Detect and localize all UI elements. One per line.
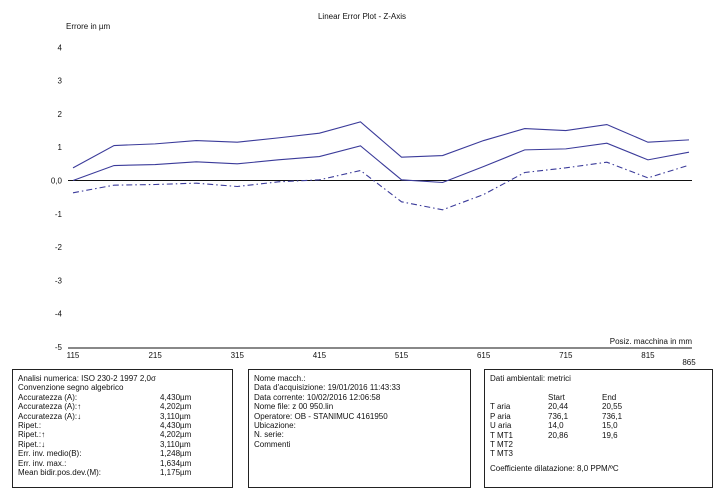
y-tick-label: -2 <box>54 243 62 253</box>
environment-row <box>490 402 662 411</box>
y-tick-label: 4 <box>57 43 62 53</box>
x-tick-label: 115 <box>66 351 80 360</box>
environment-cell <box>602 449 662 458</box>
environment-cell: 15,0 <box>602 421 618 431</box>
analysis-row <box>18 412 227 421</box>
x-tick-label: 515 <box>394 351 409 360</box>
analysis-label: Ripet.:↑ <box>18 430 46 440</box>
x-tick-label: 315 <box>230 351 244 360</box>
analysis-value: 1,175µm <box>160 468 192 478</box>
environment-cell: 20,86 <box>548 430 569 440</box>
x-tick-label: 815 <box>641 351 655 360</box>
environment-cell <box>490 393 548 402</box>
analysis-label: Accuratezza (A):↑ <box>18 402 82 412</box>
analysis-row <box>18 402 227 411</box>
environment-cell <box>548 449 602 458</box>
environment-cell: 19,6 <box>602 430 618 440</box>
environment-cell <box>548 440 602 449</box>
dilatation-coefficient: Coefficiente dilatazione: 8,0 PPM/ºC <box>490 464 619 473</box>
analysis-row <box>18 421 227 430</box>
analysis-row <box>18 468 227 477</box>
environment-cell: P aria <box>490 411 511 421</box>
environment-cell: 20,44 <box>548 402 569 412</box>
environment-cell: End <box>602 393 617 402</box>
environment-panel <box>484 369 713 488</box>
analysis-row <box>18 440 227 449</box>
environment-cell: T MT2 <box>490 440 513 450</box>
x-axis-label: Posiz. macchina in mm <box>609 337 692 346</box>
y-tick-label: 2 <box>57 109 62 119</box>
environment-title: Dati ambientali: metrici <box>490 374 571 383</box>
environment-cell: T MT1 <box>490 430 513 440</box>
environment-cell <box>602 440 662 449</box>
y-tick-label: -5 <box>54 343 62 352</box>
analysis-label: Analisi numerica: ISO 230-2 1997 2,0σ <box>18 374 156 383</box>
analysis-label: Convenzione segno algebrico <box>18 383 124 393</box>
analysis-label: Ripet.: <box>18 421 42 431</box>
y-axis-label: Errore in µm <box>66 22 111 31</box>
analysis-label: Err. inv. max.: <box>18 458 67 468</box>
analysis-label: Ripet.:↓ <box>18 439 46 449</box>
environment-header-row <box>490 393 662 402</box>
analysis-value: 4,430µm <box>160 421 192 431</box>
analysis-value: 1,248µm <box>160 449 192 459</box>
y-tick-label: -4 <box>54 309 62 319</box>
analysis-value: 4,202µm <box>160 430 192 440</box>
analysis-value: 4,202µm <box>160 402 192 412</box>
environment-cell: U aria <box>490 421 512 431</box>
series-line-3 <box>73 162 689 210</box>
x-tick-label: 615 <box>476 351 491 360</box>
analysis-row <box>18 459 227 468</box>
analysis-value: 4,430µm <box>160 392 192 402</box>
analysis-row <box>18 374 227 383</box>
x-tick-label: 415 <box>312 351 327 360</box>
environment-cell: 20,55 <box>602 402 623 412</box>
analysis-label: Mean bidir.pos.dev.(M): <box>18 468 101 478</box>
y-tick-label: -1 <box>54 209 62 219</box>
environment-table <box>490 393 662 459</box>
machine-info-line: Ubicazione: <box>254 421 296 431</box>
machine-info-line: Nome macch.: <box>254 374 306 383</box>
environment-cell: 14,0 <box>548 421 564 431</box>
y-tick-label: 1 <box>57 143 62 153</box>
x-tick-label: 215 <box>148 351 162 360</box>
analysis-label: Accuratezza (A): <box>18 392 78 402</box>
chart-title: Linear Error Plot - Z-Axis <box>317 12 407 21</box>
environment-row <box>490 431 662 440</box>
environment-row <box>490 412 662 421</box>
machine-info-line: Data corrente: 10/02/2016 12:06:58 <box>254 392 381 402</box>
y-tick-label: 0,0 <box>50 176 62 186</box>
x-tick-label: 715 <box>559 351 573 360</box>
environment-cell: 736,1 <box>548 411 569 421</box>
environment-cell: T MT3 <box>490 449 513 459</box>
machine-info-line: Commenti <box>254 439 291 449</box>
environment-row <box>490 449 662 458</box>
machine-info-line: Nome file: z 00 950.lin <box>254 402 334 412</box>
machine-info-line: Data d'acquisizione: 19/01/2016 11:43:33 <box>254 383 401 393</box>
machine-info-panel <box>248 369 471 488</box>
analysis-label: Accuratezza (A):↓ <box>18 411 82 421</box>
environment-cell: 736,1 <box>602 411 623 421</box>
series-line-2 <box>73 143 689 182</box>
machine-info-line: Operatore: OB - STANIMUC 4161950 <box>254 411 388 421</box>
machine-info-line: N. serie: <box>254 430 284 440</box>
environment-cell: T aria <box>490 402 511 412</box>
analysis-panel <box>12 369 233 488</box>
environment-row <box>490 440 662 449</box>
analysis-value: 3,110µm <box>160 439 191 449</box>
analysis-label: Err. inv. medio(B): <box>18 449 82 459</box>
analysis-row <box>18 430 227 439</box>
environment-cell: Start <box>548 393 565 402</box>
analysis-row <box>18 449 227 458</box>
environment-row <box>490 421 662 430</box>
x-tick-label: 865 <box>682 358 696 367</box>
analysis-row <box>18 393 227 402</box>
analysis-value: 1,634µm <box>160 458 192 468</box>
analysis-row <box>18 383 227 392</box>
y-tick-label: -3 <box>54 276 62 286</box>
analysis-value: 3,110µm <box>160 411 191 421</box>
y-tick-label: 3 <box>57 76 62 86</box>
